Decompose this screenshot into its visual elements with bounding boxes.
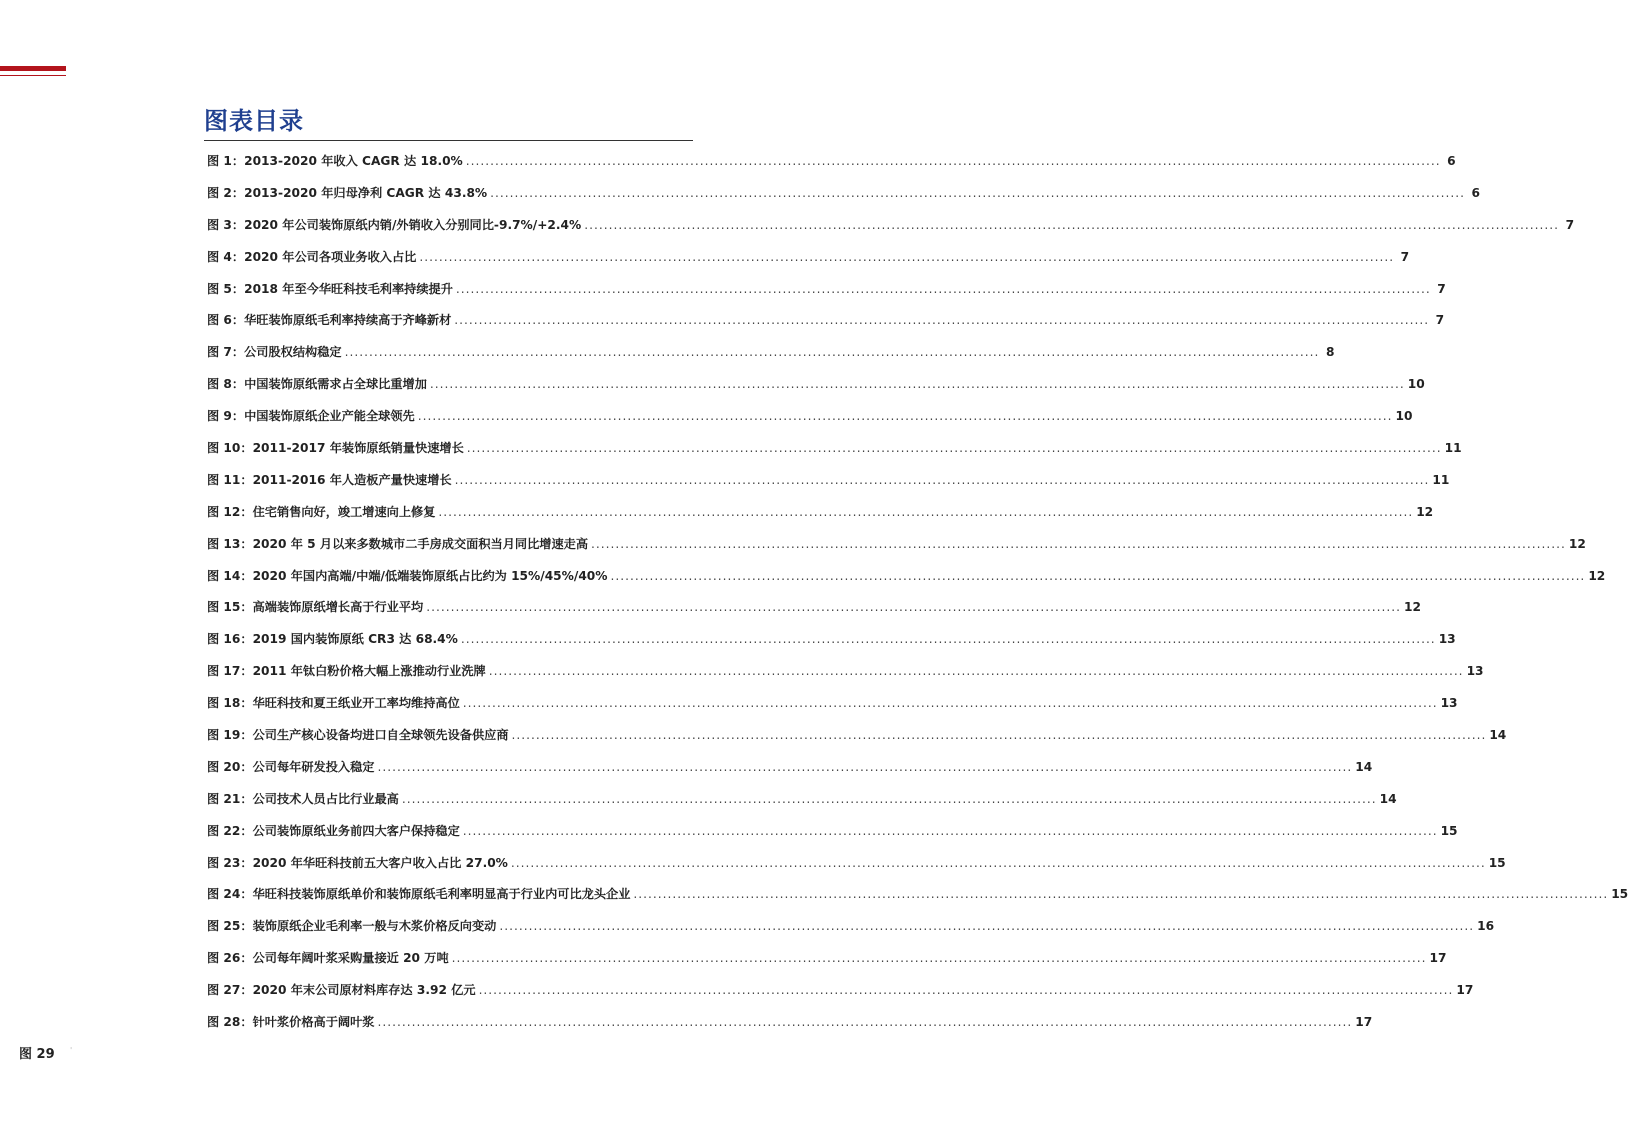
toc-entry-label: 图 25：装饰原纸企业毛利率一般与木浆价格反向变动 <box>207 919 497 934</box>
toc-entry[interactable] <box>207 911 1495 943</box>
toc-entry-label: 图 23：2020 年华旺科技前五大客户收入占比 27.0% <box>207 855 508 870</box>
toc-entry-page: 11 <box>1444 441 1462 456</box>
toc-entry-page: 15 <box>1488 855 1506 870</box>
toc-leader-dots: ........................................................................................................................................................................................................ <box>478 983 1454 998</box>
toc-entry-page: 8 <box>1325 345 1335 360</box>
toc-leader-dots: ........................................................................................................................................................................................................ <box>591 536 1566 551</box>
toc-entry-page: 14 <box>1489 728 1507 743</box>
header-accent-bar <box>0 66 66 71</box>
toc-entry-label: 图 11：2011-2016 年人造板产量快速增长 <box>207 472 452 487</box>
toc-entry-label: 图 9：中国装饰原纸企业产能全球领先 <box>207 409 415 424</box>
toc-entry-page: 15 <box>1440 823 1458 838</box>
toc-entry-label: 图 4：2020 年公司各项业务收入占比 <box>207 249 417 264</box>
toc-leader-dots: ........................................................................................................................................................................................................ <box>584 217 1560 232</box>
toc-leader-dots: ........................................................................................................................................................................................................ <box>466 441 1442 456</box>
toc-entry-label: 图 26：公司每年阔叶浆采购量接近 20 万吨 <box>207 951 449 966</box>
toc-leader-dots: ........................................................................................................................................................................................................ <box>454 313 1430 328</box>
toc-entry-page: 13 <box>1438 632 1456 647</box>
toc-entry-page: 12 <box>1416 504 1434 519</box>
toc-entry[interactable] <box>207 879 1628 911</box>
toc-entry-label: 图 16：2019 国内装饰原纸 CR3 达 68.4% <box>207 632 458 647</box>
toc-entry[interactable] <box>207 720 1507 752</box>
toc-entry[interactable] <box>207 624 1456 656</box>
toc-leader-dots: ........................................................................................................................................................................................................ <box>454 472 1430 487</box>
toc-entry[interactable] <box>207 1007 1373 1039</box>
toc-entry-page: 10 <box>1407 377 1425 392</box>
toc-entry-label: 图 14：2020 年国内高端/中端/低端装饰原纸占比约为 15%/45%/40% <box>207 568 608 583</box>
toc-leader-dots: ........................................................................................................................................................................................................ <box>490 185 1465 200</box>
toc-entry[interactable] <box>207 752 1373 784</box>
toc-leader-dots: ........................................................................................................................................................................................................ <box>488 664 1464 679</box>
toc-entry-page: 10 <box>1395 409 1413 424</box>
toc-entry-label: 图 1：2013-2020 年收入 CAGR 达 18.0% <box>207 154 463 168</box>
toc-entry-page: 16 <box>1477 919 1495 934</box>
toc-entry-page: 6 <box>1471 185 1480 200</box>
toc-entry-label: 图 6：华旺装饰原纸毛利率持续高于齐峰新材 <box>207 313 452 328</box>
toc-entry-page: 17 <box>1429 951 1447 966</box>
toc-leader-dots: ........................................................................................................................................................................................................ <box>499 919 1475 934</box>
toc-leader-dots: ........................................................................................................................................................................................................ <box>426 600 1402 615</box>
toc-entry[interactable] <box>207 688 1458 720</box>
toc-leader-dots: ........................................................................................................................................................................................................ <box>377 759 1353 774</box>
toc-entry-label: 图 21：公司技术人员占比行业最高 <box>207 791 399 806</box>
toc-entry[interactable] <box>207 210 1575 242</box>
footer-figure-label: 图 29 <box>19 1047 55 1062</box>
toc-entry-page: 14 <box>1379 791 1397 806</box>
toc-leader-dots: ........................................................................................................................................................................................................ <box>429 377 1405 392</box>
toc-leader-dots: ........................................................................................................................................................................................................ <box>511 728 1487 743</box>
toc-entry-page: 7 <box>1435 313 1445 328</box>
toc-leader-dots: ........................................................................................................................................................................................................ <box>419 249 1395 264</box>
toc-entry-label: 图 28：针叶浆价格高于阔叶浆 <box>207 1015 375 1030</box>
toc-leader-dots: ........................................................................................................................................................................................................ <box>377 1015 1353 1030</box>
toc-leader-dots: ........................................................................................................................................................................................................ <box>610 568 1586 583</box>
toc-entry[interactable] <box>207 592 1421 624</box>
toc-entry[interactable] <box>207 369 1425 401</box>
toc-entry-label: 图 12：住宅销售向好，竣工增速向上修复 <box>207 504 436 519</box>
toc-entry[interactable] <box>207 337 1335 369</box>
toc-entry[interactable] <box>207 433 1462 465</box>
toc-leader-dots: ........................................................................................................................................................................................................ <box>462 823 1438 838</box>
toc-entry-label: 图 27：2020 年末公司原材料库存达 3.92 亿元 <box>207 983 476 998</box>
toc-entry-label: 图 17：2011 年钛白粉价格大幅上涨推动行业洗牌 <box>207 664 486 679</box>
header-accent-line <box>0 75 66 76</box>
toc-entry-page: 12 <box>1568 536 1586 551</box>
toc-entry-page: 7 <box>1400 249 1410 264</box>
toc-entry-label: 图 5：2018 年至今华旺科技毛利率持续提升 <box>207 281 453 296</box>
toc-entry[interactable] <box>207 561 1606 593</box>
toc-leader-dots: ........................................................................................................................................................................................................ <box>510 855 1486 870</box>
toc-entry-page: 17 <box>1355 1015 1373 1030</box>
toc-entry-label: 图 18：华旺科技和夏王纸业开工率均维持高位 <box>207 696 460 711</box>
toc-entry-label: 图 15：高端装饰原纸增长高于行业平均 <box>207 600 424 615</box>
toc-entry[interactable] <box>207 816 1458 848</box>
toc-entry-label: 图 3：2020 年公司装饰原纸内销/外销收入分别同比-9.7%/+2.4% <box>207 217 582 232</box>
toc-entry[interactable] <box>207 401 1413 433</box>
toc-entry-label: 图 19：公司生产核心设备均进口自全球领先设备供应商 <box>207 728 509 743</box>
toc-entry-page: 15 <box>1611 887 1628 902</box>
toc-entry[interactable] <box>207 656 1484 688</box>
toc-entry-label: 图 7：公司股权结构稳定 <box>207 345 342 360</box>
footer-mark: ' <box>70 1046 73 1055</box>
toc-entry-label: 图 13：2020 年 5 月以来多数城市二手房成交面积当月同比增速走高 <box>207 536 589 551</box>
toc-leader-dots: ........................................................................................................................................................................................................ <box>417 409 1393 424</box>
toc-leader-dots: ........................................................................................................................................................................................................ <box>455 281 1431 296</box>
toc-entry[interactable] <box>207 943 1447 975</box>
toc-leader-dots: ........................................................................................................................................................................................................ <box>465 154 1441 168</box>
toc-entry-label: 图 8：中国装饰原纸需求占全球比重增加 <box>207 377 427 392</box>
toc-entry-page: 17 <box>1456 983 1474 998</box>
toc-title: 图表目录 <box>204 107 304 135</box>
toc-entry-label: 图 22：公司装饰原纸业务前四大客户保持稳定 <box>207 823 460 838</box>
toc-entry-page: 12 <box>1588 568 1606 583</box>
toc-entry[interactable] <box>207 848 1506 880</box>
toc-entry[interactable] <box>207 242 1410 274</box>
toc-leader-dots: ........................................................................................................................................................................................................ <box>633 887 1609 902</box>
toc-entry-label: 图 2：2013-2020 年归母净利 CAGR 达 43.8% <box>207 185 488 200</box>
toc-entry-page: 13 <box>1440 696 1458 711</box>
toc-leader-dots: ........................................................................................................................................................................................................ <box>460 632 1436 647</box>
toc-entry-label: 图 20：公司每年研发投入稳定 <box>207 759 375 774</box>
toc-leader-dots: ........................................................................................................................................................................................................ <box>344 345 1320 360</box>
toc-entry[interactable] <box>207 975 1474 1007</box>
toc-entry[interactable] <box>207 274 1446 306</box>
toc-entry-page: 7 <box>1565 217 1575 232</box>
toc-entry[interactable] <box>207 146 1456 178</box>
toc-entry-page: 14 <box>1355 759 1373 774</box>
toc-entry[interactable] <box>207 497 1434 529</box>
toc-entry-page: 12 <box>1404 600 1421 615</box>
toc-entry[interactable] <box>207 529 1586 561</box>
toc-leader-dots: ........................................................................................................................................................................................................ <box>451 951 1427 966</box>
toc-entry-page: 6 <box>1447 154 1456 168</box>
toc-entry[interactable] <box>207 465 1450 497</box>
toc-entry-label: 图 24：华旺科技装饰原纸单价和装饰原纸毛利率明显高于行业内可比龙头企业 <box>207 887 631 902</box>
toc-leader-dots: ........................................................................................................................................................................................................ <box>438 504 1414 519</box>
toc-entry-page: 11 <box>1432 472 1450 487</box>
title-divider <box>204 140 693 141</box>
toc-entry-label: 图 10：2011-2017 年装饰原纸销量快速增长 <box>207 441 464 456</box>
toc-list <box>207 146 1628 1039</box>
toc-leader-dots: ........................................................................................................................................................................................................ <box>401 791 1377 806</box>
toc-entry[interactable] <box>207 305 1445 337</box>
toc-leader-dots: ........................................................................................................................................................................................................ <box>462 696 1438 711</box>
toc-entry[interactable] <box>207 784 1397 816</box>
toc-entry-page: 7 <box>1437 281 1446 296</box>
toc-entry[interactable] <box>207 178 1480 210</box>
toc-entry-page: 13 <box>1466 664 1484 679</box>
